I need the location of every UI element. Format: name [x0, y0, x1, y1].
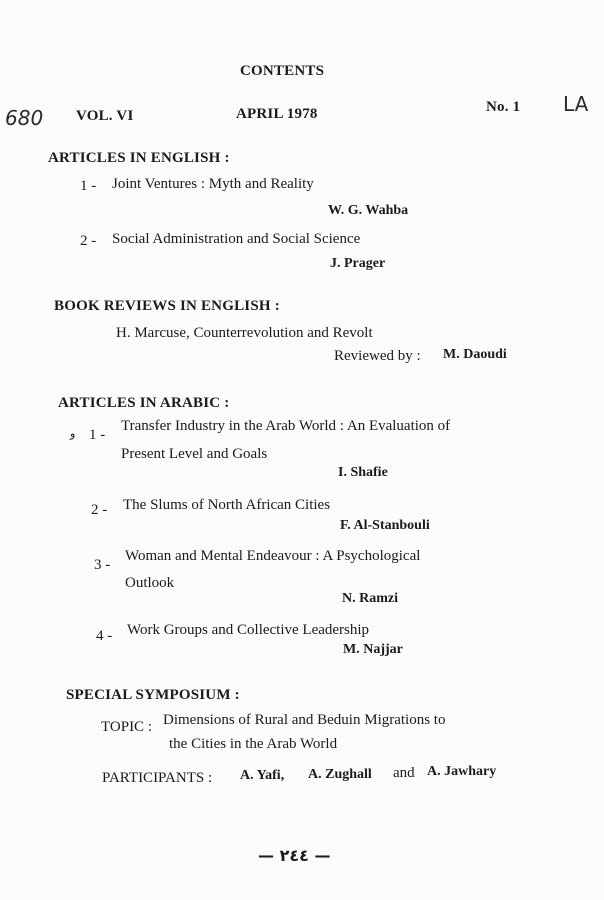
issue-date: APRIL 1978 — [236, 106, 318, 122]
topic-text-line1: Dimensions of Rural and Beduin Migrations to — [163, 712, 446, 728]
page-number: — ٢٤٤ — — [258, 846, 331, 865]
topic-text-line2: the Cities in the Arab World — [169, 736, 338, 752]
article-number: 2 - — [80, 233, 97, 249]
article-author: W. G. Wahba — [328, 203, 409, 218]
article-author: N. Ramzi — [342, 591, 398, 606]
section-heading-arabic-articles: ARTICLES IN ARABIC : — [58, 395, 230, 411]
article-title-line1: The Slums of North African Cities — [123, 497, 331, 513]
article-title-line1: Transfer Industry in the Arab World : An Evaluation of — [121, 418, 451, 434]
participants-and: and — [393, 765, 415, 781]
section-heading-english-articles: ARTICLES IN ENGLISH : — [48, 150, 230, 166]
article-title: Social Administration and Social Science — [112, 231, 361, 247]
article-author: J. Prager — [330, 256, 386, 271]
article-author: F. Al-Stanbouli — [340, 518, 430, 533]
handwritten-note-right: LA — [563, 92, 589, 116]
article-number: 1 - — [80, 178, 97, 194]
participant-name: A. Zughall — [308, 767, 372, 782]
topic-label: TOPIC : — [101, 719, 152, 735]
reviewer-name: M. Daoudi — [443, 347, 507, 362]
article-title: Joint Ventures : Myth and Reality — [112, 176, 314, 192]
article-title-line2: Present Level and Goals — [121, 446, 268, 462]
article-number: 3 - — [94, 557, 111, 573]
section-heading-book-reviews: BOOK REVIEWS IN ENGLISH : — [54, 298, 280, 314]
participant-name: A. Yafi, — [240, 768, 285, 783]
handwritten-note-left: 680 — [5, 106, 44, 130]
article-title-line1: Woman and Mental Endeavour : A Psychological — [125, 548, 421, 564]
volume-label: VOL. VI — [76, 108, 134, 124]
page-title: CONTENTS — [240, 63, 325, 79]
article-number: 2 - — [91, 502, 108, 518]
section-heading-symposium: SPECIAL SYMPOSIUM : — [66, 687, 240, 703]
issue-number: No. 1 — [486, 99, 521, 115]
review-book-title: H. Marcuse, Counterrevolution and Revolt — [116, 325, 373, 341]
participant-name: A. Jawhary — [427, 764, 497, 779]
margin-mark: ﻭ — [70, 428, 76, 440]
article-number: 4 - — [96, 628, 113, 644]
article-title-line1: Work Groups and Collective Leadership — [127, 622, 370, 638]
article-title-line2: Outlook — [125, 575, 175, 591]
article-author: M. Najjar — [343, 642, 403, 657]
reviewed-by-label: Reviewed by : — [334, 348, 421, 364]
article-author: I. Shafie — [338, 465, 388, 480]
participants-label: PARTICIPANTS : — [102, 770, 213, 786]
article-number: 1 - — [89, 427, 106, 443]
